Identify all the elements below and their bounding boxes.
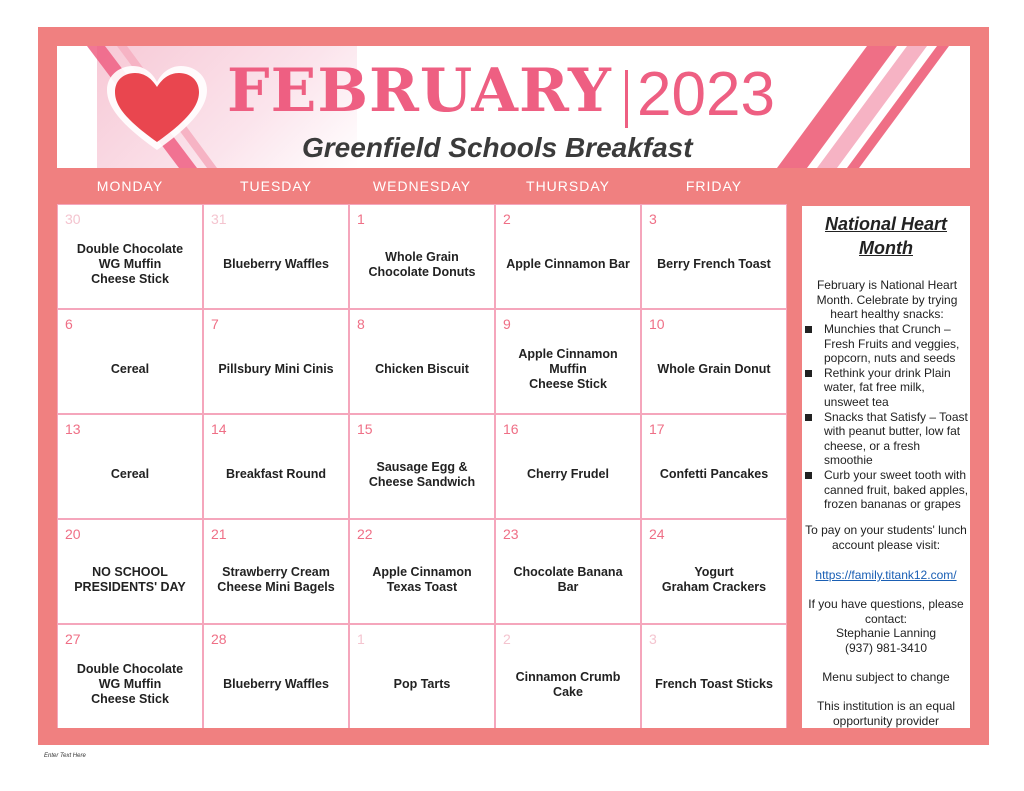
day-number: 6: [65, 316, 73, 332]
day-number: 31: [211, 211, 227, 227]
calendar-day-cell: [204, 205, 348, 308]
year-title: 2023: [637, 60, 775, 129]
header-banner: [57, 46, 970, 168]
calendar-day-cell: [58, 520, 202, 623]
day-number: 14: [211, 421, 227, 437]
sidebar-intro: February is National Heart Month. Celebrate by trying heart healthy snacks:: [816, 278, 958, 321]
calendar-day-cell: [496, 520, 640, 623]
equal-opportunity-statement: This institution is an equal opportunity provider: [816, 699, 956, 728]
menu-item: Apple Cinnamon Bar: [506, 257, 630, 271]
calendar-day-cell: [642, 520, 786, 623]
day-number: 10: [649, 316, 665, 332]
day-number: 8: [357, 316, 365, 332]
calendar-day-cell: [58, 205, 202, 308]
calendar-day-cell: [496, 625, 640, 728]
weekday-tuesday: TUESDAY: [239, 178, 313, 194]
day-number: 27: [65, 631, 81, 647]
calendar-day-cell: [642, 625, 786, 728]
footer-placeholder: Enter Text Here: [44, 753, 86, 759]
page-subtitle: Greenfield Schools Breakfast: [302, 132, 693, 163]
calendar-day-cell: [350, 310, 494, 413]
day-number: 1: [357, 211, 365, 227]
day-number: 28: [211, 631, 227, 647]
title-divider: [625, 70, 628, 128]
national-heart-month-panel: [802, 206, 970, 728]
menu-item: Sausage Egg & Cheese Sandwich: [368, 459, 476, 489]
menu-item: Strawberry Cream Cheese Mini Bagels: [217, 564, 335, 594]
questions-text: If you have questions, please contact:: [808, 597, 964, 626]
day-number: 13: [65, 421, 81, 437]
menu-change-notice: Menu subject to change: [822, 670, 950, 684]
menu-item: NO SCHOOL PRESIDENTS' DAY: [74, 564, 186, 594]
contact-phone: (937) 981-3410: [844, 641, 928, 655]
calendar-day-cell: [350, 520, 494, 623]
calendar-day-cell: [350, 205, 494, 308]
menu-item: Cinnamon Crumb Cake: [515, 669, 621, 699]
menu-item: Apple Cinnamon Texas Toast: [372, 564, 472, 594]
calendar-day-cell: [642, 205, 786, 308]
menu-item: French Toast Sticks: [655, 677, 773, 691]
day-number: 17: [649, 421, 665, 437]
menu-item: Confetti Pancakes: [659, 467, 769, 481]
calendar-day-cell: [496, 205, 640, 308]
day-number: 9: [503, 316, 511, 332]
calendar-day-cell: [204, 520, 348, 623]
calendar-day-cell: [642, 415, 786, 518]
weekday-friday: FRIDAY: [685, 178, 743, 194]
day-number: 7: [211, 316, 219, 332]
sidebar-heading: National Heart Month: [824, 214, 948, 258]
calendar-day-cell: [350, 625, 494, 728]
day-number: 3: [649, 211, 657, 227]
menu-item: Apple Cinnamon Muffin Cheese Stick: [518, 347, 618, 391]
month-title: FEBRUARY: [227, 56, 612, 126]
day-number: 15: [357, 421, 373, 437]
day-number: 24: [649, 526, 665, 542]
day-number: 22: [357, 526, 373, 542]
snack-tips-list: [802, 322, 970, 512]
menu-item: Yogurt Graham Crackers: [661, 564, 767, 594]
menu-item: Pillsbury Mini Cinis: [218, 362, 334, 376]
day-number: 3: [649, 631, 657, 647]
day-number: 20: [65, 526, 81, 542]
calendar-day-cell: [204, 310, 348, 413]
calendar-day-cell: [350, 415, 494, 518]
day-number: 21: [211, 526, 227, 542]
day-number: 30: [65, 211, 81, 227]
heart-icon: [107, 66, 207, 152]
calendar-day-cell: [642, 310, 786, 413]
menu-item: Chicken Biscuit: [375, 362, 469, 376]
tip-item: Munchies that Crunch – Fresh Fruits and veggies, popcorn, nuts and seeds: [802, 322, 970, 366]
tip-item: Snacks that Satisfy – Toast with peanut butter, low fat cheese, or a fresh smoothie: [802, 410, 970, 468]
menu-item: Double Chocolate WG Muffin Cheese Stick: [76, 662, 184, 706]
contact-name: Stephanie Lanning: [835, 626, 937, 640]
weekday-thursday: THURSDAY: [526, 178, 610, 194]
menu-item: Whole Grain Chocolate Donuts: [368, 249, 476, 279]
weekday-wednesday: WEDNESDAY: [372, 178, 472, 194]
tip-item: Rethink your drink Plain water, fat free milk, unsweet tea: [802, 366, 970, 410]
calendar-day-cell: [496, 415, 640, 518]
calendar-day-cell: [496, 310, 640, 413]
calendar-day-cell: [58, 415, 202, 518]
menu-item: Blueberry Waffles: [223, 257, 329, 271]
calendar-day-cell: [58, 310, 202, 413]
day-number: 1: [357, 631, 365, 647]
menu-item: Berry French Toast: [657, 257, 771, 271]
calendar-day-cell: [204, 625, 348, 728]
menu-item: Breakfast Round: [225, 467, 327, 481]
menu-item: Pop Tarts: [393, 677, 451, 691]
menu-item: Whole Grain Donut: [657, 362, 771, 376]
payment-link[interactable]: https://family.titank12.com/: [815, 568, 957, 582]
menu-item: Cereal: [110, 362, 150, 376]
menu-item: Blueberry Waffles: [223, 677, 329, 691]
menu-item: Chocolate Banana Bar: [513, 564, 623, 594]
payment-text: To pay on your students' lunch account please visit:: [805, 523, 967, 552]
menu-item: Double Chocolate WG Muffin Cheese Stick: [76, 242, 184, 286]
day-number: 2: [503, 211, 511, 227]
day-number: 2: [503, 631, 511, 647]
tip-item: Curb your sweet tooth with canned fruit, baked apples, frozen bananas or grapes: [802, 468, 970, 512]
calendar-day-cell: [204, 415, 348, 518]
weekday-monday: MONDAY: [96, 178, 164, 194]
calendar-grid: [57, 204, 787, 728]
day-number: 23: [503, 526, 519, 542]
day-number: 16: [503, 421, 519, 437]
menu-item: Cereal: [110, 467, 150, 481]
menu-item: Cherry Frudel: [527, 467, 609, 481]
calendar-day-cell: [58, 625, 202, 728]
